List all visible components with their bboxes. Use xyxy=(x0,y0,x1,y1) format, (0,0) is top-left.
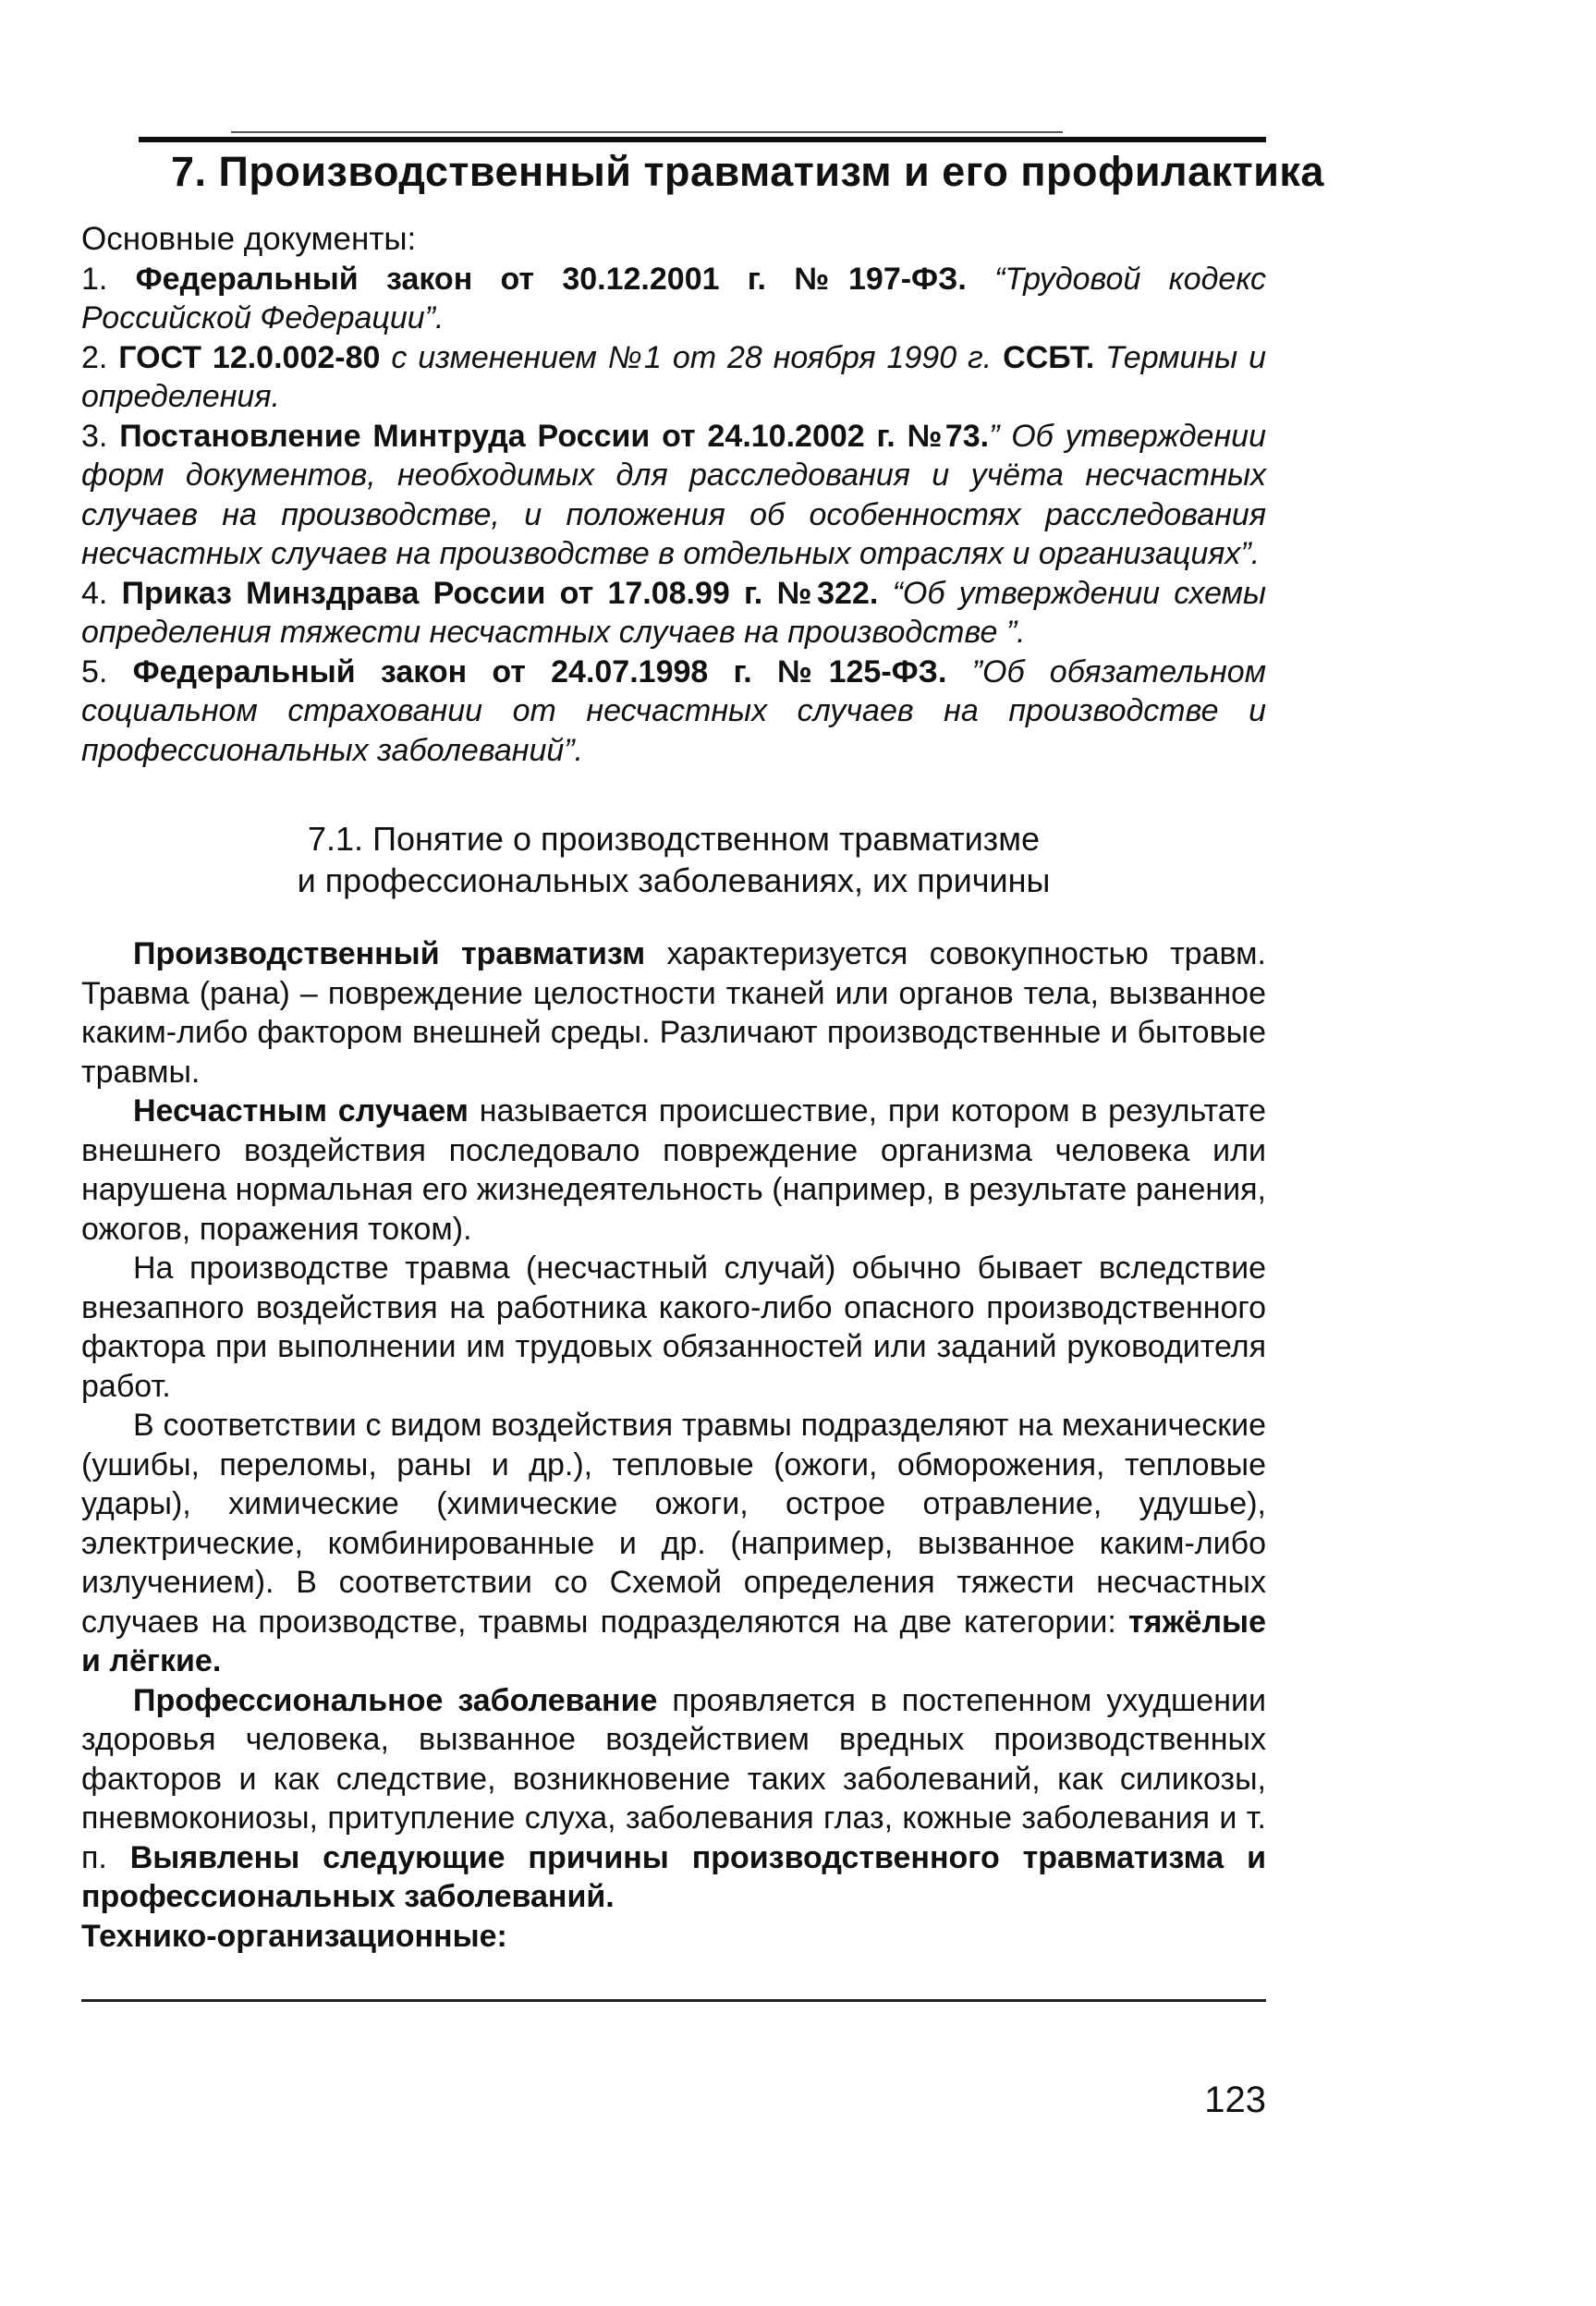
page-content xyxy=(81,220,1266,1956)
header-rule-thin xyxy=(231,131,1063,133)
documents-heading: Основные документы: xyxy=(81,221,417,257)
header-rule xyxy=(139,137,1266,142)
document-item-2 xyxy=(81,338,1266,417)
document-title-suffix: ССБТ. xyxy=(1003,339,1095,375)
document-number: 5. xyxy=(81,653,108,689)
document-title: Постановление Минтруда России от 24.10.2002 г. №73. xyxy=(119,418,990,454)
footer-rule xyxy=(81,1999,1266,2002)
chapter-title: 7. Производственный травматизм и его профилактика xyxy=(171,148,1324,195)
paragraph-text: проявляется в постепенном ухудшении здоровья человека, вызванное воздействием вредных производственных факторов и как следствие, возникновение таких заболеваний, как силикозы, пневмокониозы, притупление слуха, заболевания глаз, кожные заболевания и т. п. xyxy=(81,1682,1266,1875)
term-bold: Несчастным случаем xyxy=(133,1093,469,1129)
paragraph-4 xyxy=(81,1406,1266,1681)
paragraph-1 xyxy=(81,934,1266,1092)
page-number: 123 xyxy=(1204,2080,1266,2120)
section-title xyxy=(81,818,1266,901)
document-item-4 xyxy=(81,574,1266,653)
document-title: Федеральный закон от 24.07.1998 г. №125-ФЗ. xyxy=(132,653,947,689)
document-description: с изменением №1 от 28 ноября 1990 г. xyxy=(391,339,993,375)
document-description: ”Об обязательном социальном страховании от несчастных случаев на производстве и профессиональных заболеваний”. xyxy=(81,653,1267,768)
document-title: Федеральный закон от 30.12.2001 г. №197-ФЗ. xyxy=(135,261,967,297)
paragraph-2 xyxy=(81,1092,1266,1249)
document-item-5 xyxy=(81,653,1266,771)
causes-statement: Выявлены следующие причины производственного травматизма и профессиональных заболеваний. xyxy=(81,1839,1266,1914)
term-bold: тяжёлые и лёгкие. xyxy=(81,1604,1267,1678)
section-title-line-1: 7.1. Понятие о производственном травматизме xyxy=(308,820,1040,858)
paragraph-text: называется происшествие, при котором в результате внешнего воздействия последовало повреждение организма человека или нарушена нормальная его жизнедеятельность (например, в результате ранения, ожогов, поражения током). xyxy=(81,1093,1267,1247)
document-number: 3. xyxy=(81,418,108,454)
subsection-label: Технико-организационные: xyxy=(81,1918,507,1954)
document-description: “Трудовой кодекс Российской Федерации”. xyxy=(81,261,1266,336)
document-title: Приказ Минздрава России от 17.08.99 г. №322. xyxy=(121,575,879,611)
document-description: “Об утверждении схемы определения тяжести несчастных случаев на производстве ”. xyxy=(81,575,1267,650)
paragraph-3 xyxy=(81,1249,1266,1406)
document-number: 4. xyxy=(81,575,108,611)
document-title: ГОСТ 12.0.002-80 xyxy=(118,339,381,375)
paragraph-text: На производстве травма (несчастный случай) обычно бывает вследствие внезапного воздействия на работника какого-либо опасного производственного фактора при выполнении им трудовых обязанностей или заданий руководителя работ. xyxy=(81,1251,1266,1404)
document-number: 1. xyxy=(81,261,108,297)
section-title-line-2: и профессиональных заболеваниях, их причины xyxy=(297,861,1051,899)
paragraph-text: характеризуется совокупностью травм. Травма (рана) – повреждение целостности тканей или органов тела, вызванное каким-либо фактором внешней среды. Различают производственные и бытовые травмы. xyxy=(81,936,1266,1090)
document-number: 2. xyxy=(81,339,108,375)
term-bold: Производственный травматизм xyxy=(133,936,646,971)
document-description: ” Об утверждении форм документов, необходимых для расследования и учёта несчастных случаев на производстве, и положения об особенностях расследования несчастных случаев на производстве в отдельных отраслях и организациях”. xyxy=(81,418,1266,571)
document-description-suffix: Термины и определения. xyxy=(81,339,1266,414)
document-item-1 xyxy=(81,260,1266,338)
paragraph-text: В соответствии с видом воздействия травмы подразделяют на механические (ушибы, переломы, раны и др.), тепловые (ожоги, обморожения, тепловые удары), химические (химические ожоги, острое отравление, удушье), электрические, комбинированные и др. (например, вызванное каким-либо излучением). В соответствии со Схемой определения тяжести несчастных случаев на производстве, травмы подразделяются на две категории: xyxy=(81,1408,1266,1640)
document-item-3 xyxy=(81,417,1266,574)
paragraph-5 xyxy=(81,1681,1266,1917)
term-bold: Профессиональное заболевание xyxy=(133,1682,658,1718)
